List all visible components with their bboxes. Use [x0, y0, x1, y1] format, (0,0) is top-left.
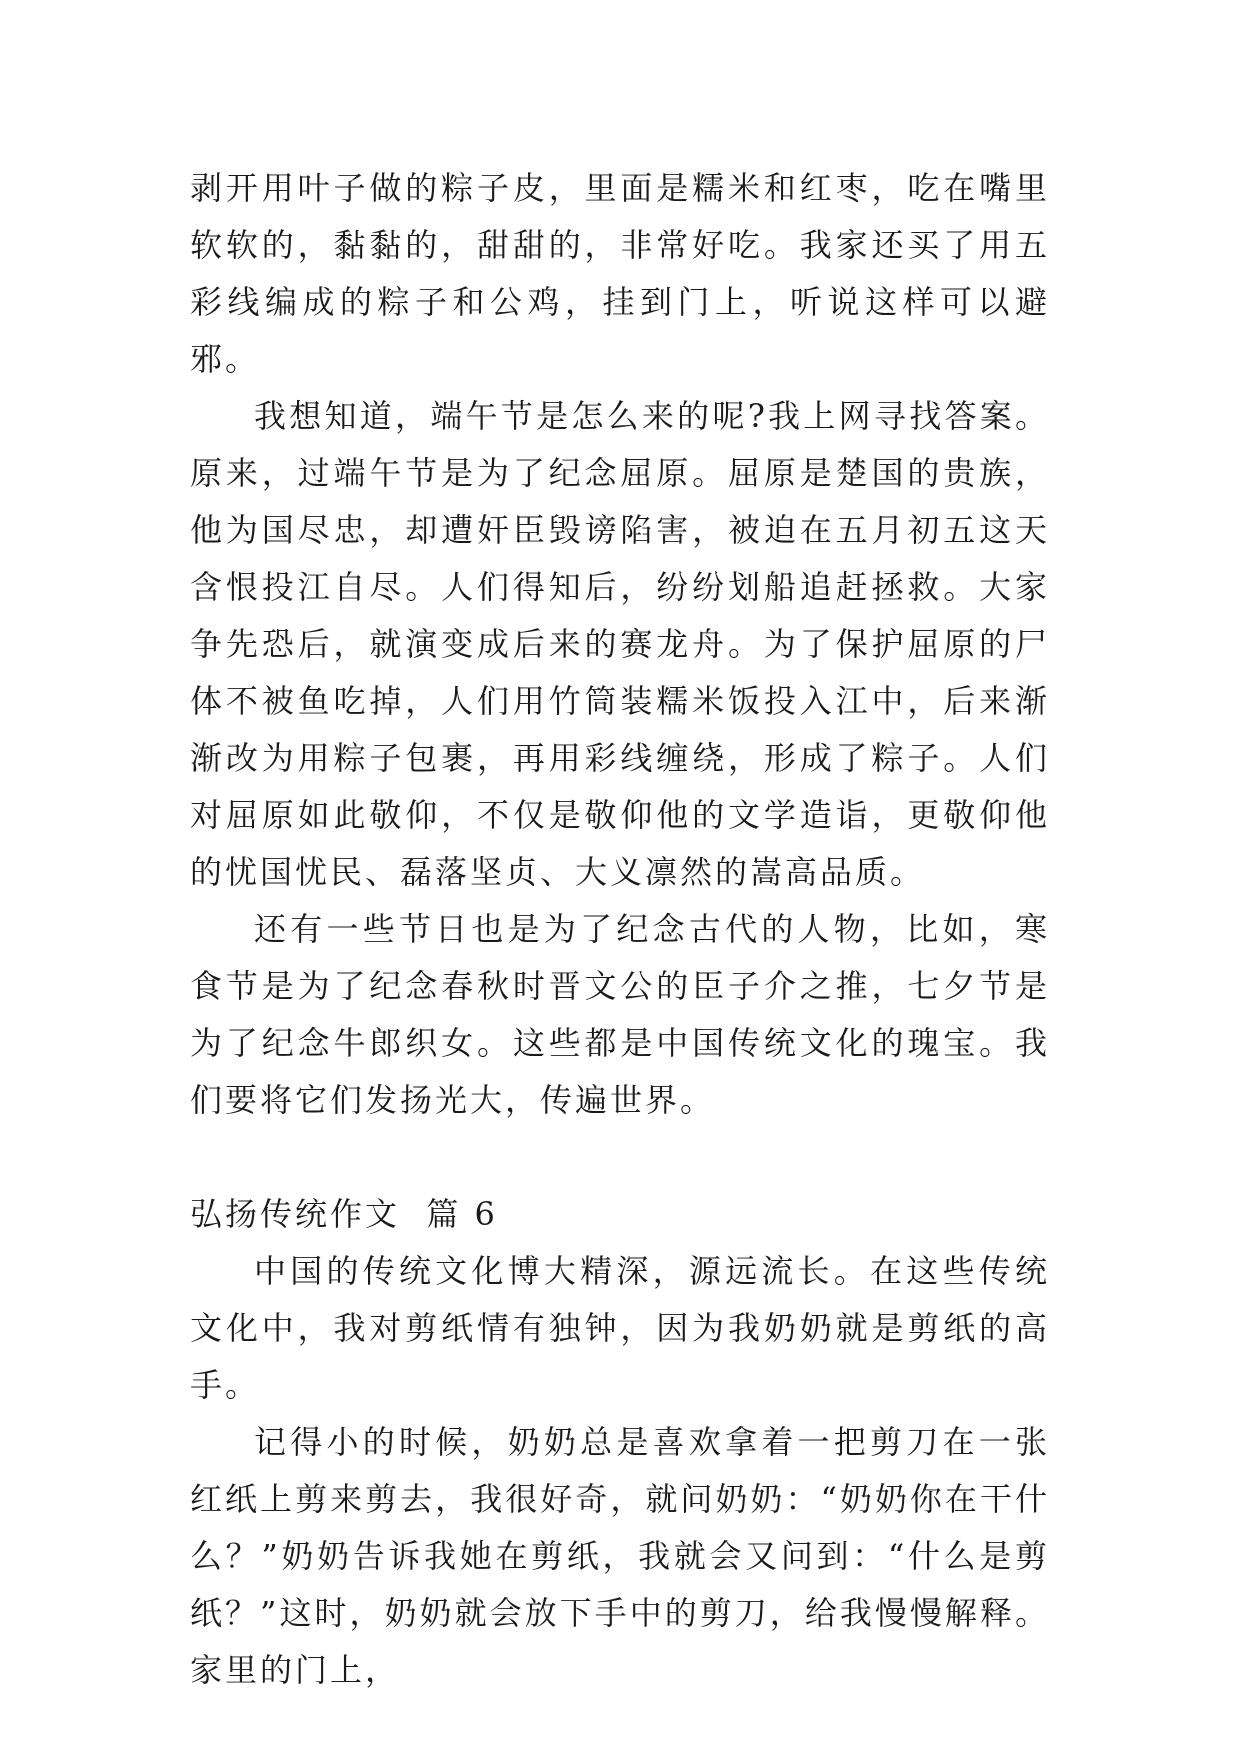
- paragraph-grandma-memory: 记得小的时候，奶奶总是喜欢拿着一把剪刀在一张红纸上剪来剪去，我很好奇，就问奶奶：“奶奶你在干什么？”奶奶告诉我她在剪纸，我就会又问到：“什么是剪纸？”这时，奶奶就会放下手中的剪刀，给我慢慢解释。家里的门上，: [190, 1423, 1050, 1689]
- paragraph-zongzi-description: 剥开用叶子做的粽子皮，里面是糯米和红枣，吃在嘴里软软的，黏黏的，甜甜的，非常好吃。我家还买了用五彩线编成的粽子和公鸡，挂到门上，听说这样可以避邪。: [190, 169, 1050, 378]
- paragraph-paper-cutting-intro: 中国的传统文化博大精深，源远流长。在这些传统文化中，我对剪纸情有独钟，因为我奶奶就是剪纸的高手。: [190, 1252, 1050, 1404]
- paragraph-other-festivals: 还有一些节日也是为了纪念古代的人物，比如，寒食节是为了纪念春秋时晋文公的臣子介之推，七夕节是为了纪念牛郎织女。这些都是中国传统文化的瑰宝。我们要将它们发扬光大，传遍世界。: [190, 910, 1050, 1119]
- section-title: 弘扬传统作文 篇 6: [190, 1195, 498, 1233]
- paragraph-dragon-boat-origin: 我想知道，端午节是怎么来的呢?我上网寻找答案。原来，过端午节是为了纪念屈原。屈原是楚国的贵族，他为国尽忠，却遭奸臣毁谤陷害，被迫在五月初五这天含恨投江自尽。人们得知后，纷纷划船追赶拯救。大家争先恐后，就演变成后来的赛龙舟。为了保护屈原的尸体不被鱼吃掉，人们用竹筒装糯米饭投入江中，后来渐渐改为用粽子包裹，再用彩线缠绕，形成了粽子。人们对屈原如此敬仰，不仅是敬仰他的文学造诣，更敬仰他的忧国忧民、磊落坚贞、大义凛然的嵩高品质。: [190, 397, 1050, 891]
- document-body: [190, 160, 1050, 1699]
